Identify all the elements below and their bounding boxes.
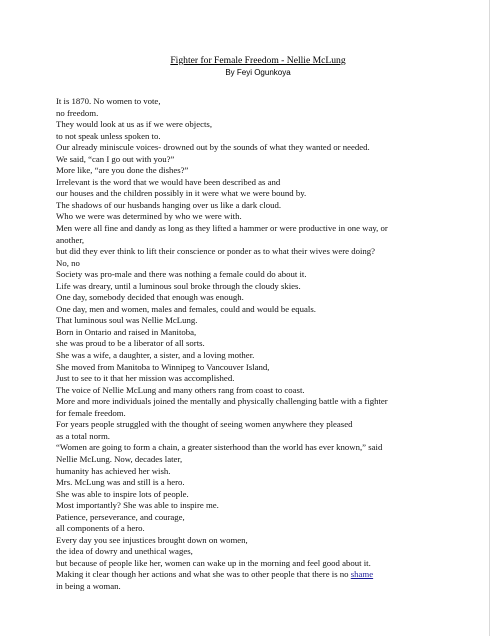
poem-line: in being a woman. xyxy=(56,580,121,591)
poem-line: That luminous soul was Nellie McLung. xyxy=(56,315,198,326)
poem-line: Patience, perseverance, and courage, xyxy=(56,511,185,522)
poem-line: She was a wife, a daughter, a sister, and a loving mother. xyxy=(56,350,255,361)
poem-line: Nellie McLung. Now, decades later, xyxy=(56,453,183,464)
poem-line: Life was dreary, until a luminous soul broke through the cloudy skies. xyxy=(56,280,301,291)
poem-body xyxy=(56,96,476,593)
poem-line: for female freedom. xyxy=(56,407,126,418)
underlined-word: shame xyxy=(350,569,374,580)
poem-line: all components of a hero. xyxy=(56,523,145,534)
poem-line: They would look at us as if we were objects, xyxy=(56,119,213,130)
poem-line: she was proud to be a liberator of all sorts. xyxy=(56,338,205,349)
poem-line: One day, men and women, males and females, could and would be equals. xyxy=(56,303,316,314)
poem-line: It is 1870. No women to vote, xyxy=(56,96,161,106)
poem-line: The voice of Nellie McLung and many others rang from coast to coast. xyxy=(56,384,305,395)
poem-line: Our already miniscule voices- drowned out by the sounds of what they wanted or needed. xyxy=(56,142,370,153)
poem-line: Society was pro-male and there was nothing a female could do about it. xyxy=(56,269,307,280)
poem-line: She was able to inspire lots of people. xyxy=(56,488,189,499)
poem-line: More and more individuals joined the mentally and physically challenging battle with a fighter xyxy=(56,396,388,407)
poem-line: For years people struggled with the thought of seeing women anywhere they pleased xyxy=(56,419,353,430)
poem-line: No, no xyxy=(56,257,80,268)
poem-line: humanity has achieved her wish. xyxy=(56,465,171,476)
poem-line: Mrs. McLung was and still is a hero. xyxy=(56,477,185,488)
poem-line: Irrelevant is the word that we would have been described as and xyxy=(56,176,281,187)
poem-line: our houses and the children possibly in it were what we were bound by. xyxy=(56,188,307,199)
poem-line: the idea of dowry and unethical wages, xyxy=(56,546,193,557)
poem-line: but did they ever think to lift their conscience or ponder as to what their wives were doing? xyxy=(56,246,376,257)
poem-line: More like, “are you done the dishes?” xyxy=(56,165,189,176)
document-byline: By Feyi Ogunkoya xyxy=(225,68,291,77)
poem-line: Born in Ontario and raised in Manitoba, xyxy=(56,326,197,337)
poem-line: another, xyxy=(56,234,85,245)
poem-line: Who we were was determined by who we were with. xyxy=(56,211,242,222)
document-title: Fighter for Female Freedom - Nellie McLung xyxy=(170,55,346,66)
poem-line: Every day you see injustices brought down on women, xyxy=(56,534,248,545)
poem-line: no freedom. xyxy=(56,107,99,118)
poem-line: to not speak unless spoken to. xyxy=(56,130,161,141)
poem-line: She moved from Manitoba to Winnipeg to Vancouver Island, xyxy=(56,361,270,372)
poem-line-text: Making it clear though her actions and what she was to other people that there is no xyxy=(56,569,349,580)
poem-line: Just to see to it that her mission was accomplished. xyxy=(56,373,235,384)
poem-line: The shadows of our husbands hanging over us like a dark cloud. xyxy=(56,199,282,210)
poem-line-with-underline xyxy=(56,569,476,581)
poem-line: as a total norm. xyxy=(56,430,110,441)
poem-line: but because of people like her, women can wake up in the morning and feel good about it. xyxy=(56,557,371,568)
poem-line: We said, “can I go out with you?” xyxy=(56,153,175,164)
poem-line: Men were all fine and dandy as long as they lifted a hammer or were productive in one way, or xyxy=(56,223,388,234)
title-block xyxy=(0,55,490,78)
poem-line: Most importantly? She was able to inspire me. xyxy=(56,500,219,511)
poem-line: One day, somebody decided that enough was enough. xyxy=(56,292,244,303)
poem-line: “Women are going to form a chain, a greater sisterhood than the world has ever known,” said xyxy=(56,442,383,453)
